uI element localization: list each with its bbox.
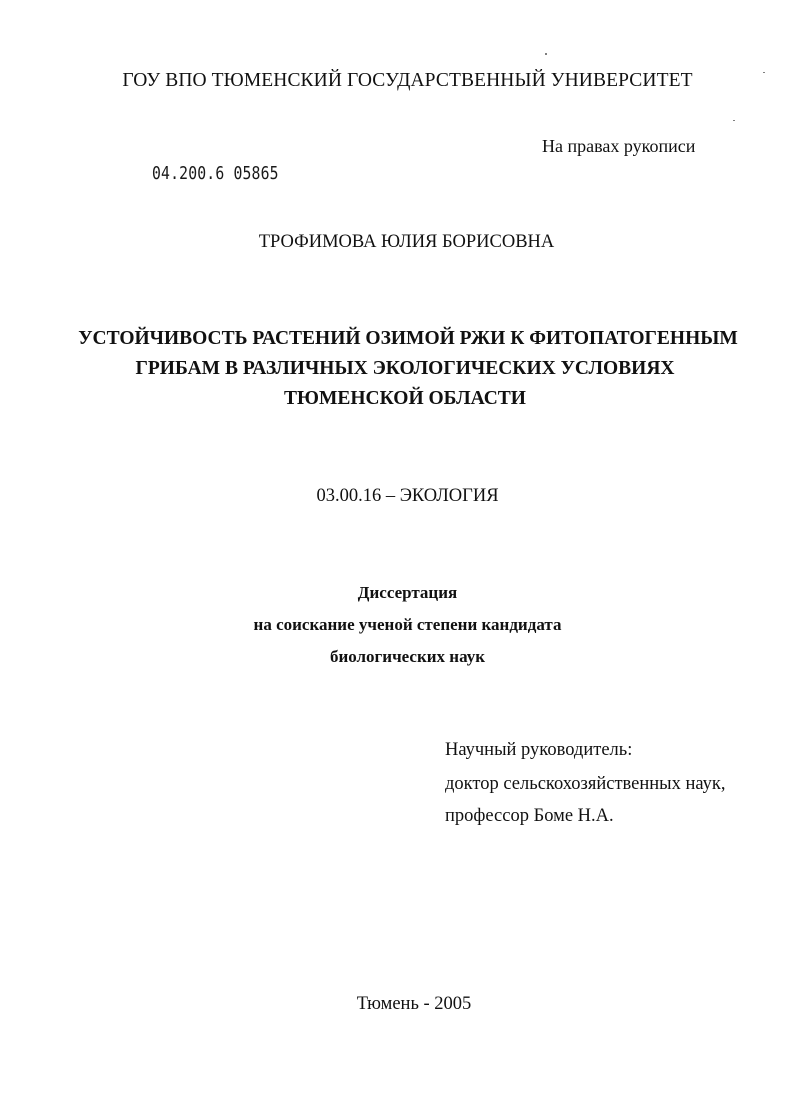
scan-speck bbox=[733, 120, 735, 121]
title-line: УСТОЙЧИВОСТЬ РАСТЕНИЙ ОЗИМОЙ РЖИ К ФИТОПАТОГЕННЫМ bbox=[78, 328, 738, 349]
title-line: ГРИБАМ В РАЗЛИЧНЫХ ЭКОЛОГИЧЕСКИХ УСЛОВИЯХ bbox=[135, 358, 675, 379]
university-name: ГОУ ВПО ТЮМЕНСКИЙ ГОСУДАРСТВЕННЫЙ УНИВЕРСИТЕТ bbox=[122, 70, 693, 91]
advisor-name: профессор Боме Н.А. bbox=[445, 806, 614, 826]
advisor-label: Научный руководитель: bbox=[445, 740, 633, 760]
degree-line: на соискание ученой степени кандидата bbox=[253, 615, 562, 634]
manuscript-rights-note: На правах рукописи bbox=[542, 136, 696, 156]
work-type: Диссертация bbox=[357, 583, 458, 602]
library-stamp-number: 04.200.6 05865 bbox=[152, 163, 279, 184]
degree-field: биологических наук bbox=[329, 647, 486, 666]
city-year: Тюмень - 2005 bbox=[356, 994, 472, 1014]
scan-speck bbox=[763, 72, 765, 73]
advisor-degree: доктор сельскохозяйственных наук, bbox=[445, 774, 726, 794]
title-line: ТЮМЕНСКОЙ ОБЛАСТИ bbox=[284, 388, 526, 409]
scan-speck bbox=[545, 53, 547, 55]
specialty-code: 03.00.16 – ЭКОЛОГИЯ bbox=[316, 486, 499, 506]
author-name: ТРОФИМОВА ЮЛИЯ БОРИСОВНА bbox=[258, 232, 555, 252]
